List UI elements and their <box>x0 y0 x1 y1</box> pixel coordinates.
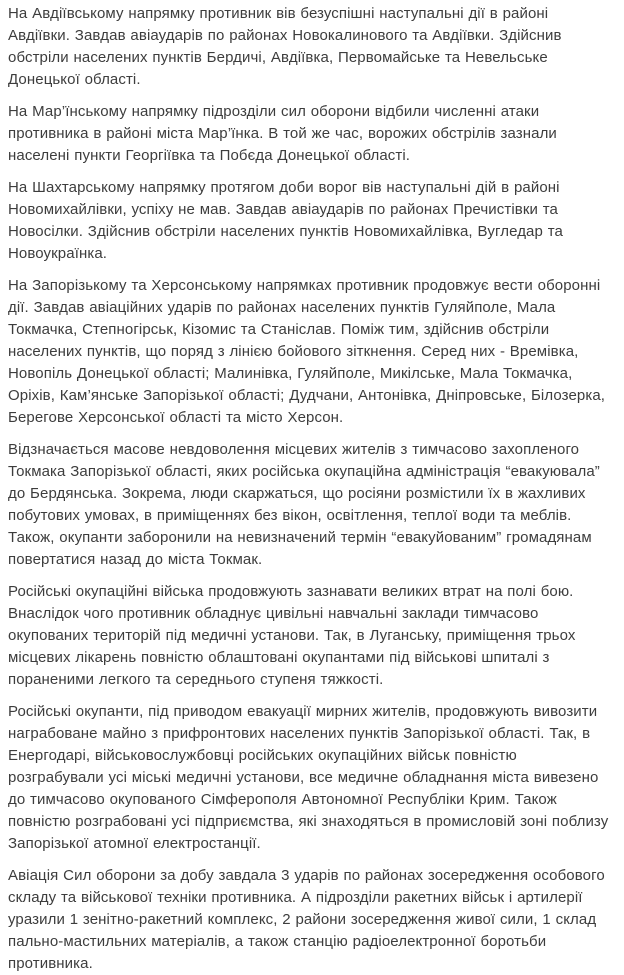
paragraph-enerhodar-looting: Російські окупанти, під приводом евакуації мирних жителів, продовжують вивозити награбоване майно з прифронтових населених пунктів Запорізької області. Так, в Енергодарі, військовослужбовці російських окупаційних військ повністю розграбували усі міські медичні установи, все медичне обладнання міста вивезено до тимчасово окупованого Сімферополя Автономної Республіки Крим. Також повністю розграбовані усі підприємства, які знаходяться в промисловій зоні поблизу Запорізької атомної електростанції. <box>8 703 609 852</box>
paragraph-avdiivka-direction: На Авдіївському напрямку противник вів безуспішні наступальні дії в районі Авдіївки. Завдав авіаударів по районах Новокалинового та Авдіївки. Здійснив обстріли населених пунктів Бердичі, Авдіївка, Первомайське та Невельське Донецької області. <box>8 5 562 88</box>
paragraph-occupier-losses-hospitals: Російські окупаційні війська продовжують зазнавати великих втрат на полі бою. Внаслідок чого противник обладнує цивільні навчальні заклади тимчасово окупованих територій під медичні установи. Так, в Луганську, приміщення трьох місцевих лікарень повністю облаштовані окупантами під військові шпиталі з пораненими легкого та середнього ступеня тяжкості. <box>8 583 576 688</box>
paragraph-zaporizhzhia-kherson-direction: На Запорізькому та Херсонському напрямках противник продовжує вести оборонні дії. Завдав авіаційних ударів по районах населених пунктів Гуляйполе, Мала Токмачка, Степногірськ, Кізомис та Станіслав. Поміж тим, здійснив обстріли населених пунктів, що поряд з лінією бойового зіткнення. Серед них - Времівка, Новопіль Донецької області; Малинівка, Гуляйполе, Микілське, Мала Токмачка, Оріхів, Кам’янське Запорізької області; Дудчани, Антонівка, Дніпровське, Білозерка, Берегове Херсонської області та місто Херсон. <box>8 277 606 426</box>
paragraph-tokmak-evacuation: Відзначається масове невдоволення місцевих жителів з тимчасово захопленого Токмака Запорізької області, яких російська окупаційна адміністрація “евакуювала” до Бердянська. Зокрема, люди скаржаться, що росіяни розмістили їх в жахливих побутових умовах, в приміщеннях без вікон, освітлення, теплої води та меблів. Також, окупанти заборонили на невизначений термін “евакуйованим” громадянам повертатися назад до міста Токмак. <box>8 441 600 568</box>
paragraph-marinka-direction: На Мар’їнському напрямку підрозділи сил оборони відбили численні атаки противника в районі міста Мар’їнка. В той же час, ворожих обстрілів зазнали населені пункти Георгіївка та Побєда Донецької області. <box>8 103 557 164</box>
paragraph-shakhtarske-direction: На Шахтарському напрямку протягом доби ворог вів наступальні дій в районі Новомихайлівки, успіху не мав. Завдав авіаударів по районах Пречистівки та Новосілки. Здійснив обстріли населених пунктів Новомихайлівка, Вугледар та Новоукраїнка. <box>8 179 563 262</box>
paragraph-defense-aviation-strikes: Авіація Сил оборони за добу завдала 3 ударів по районах зосередження особового складу та військової техніки противника. А підрозділи ракетних військ і артилерії уразили 1 зенітно-ракетний комплекс, 2 райони зосередження живої сили, 1 склад пально-мастильних матеріалів, а також станцію радіоелектронної боротьби противника. <box>8 867 605 972</box>
